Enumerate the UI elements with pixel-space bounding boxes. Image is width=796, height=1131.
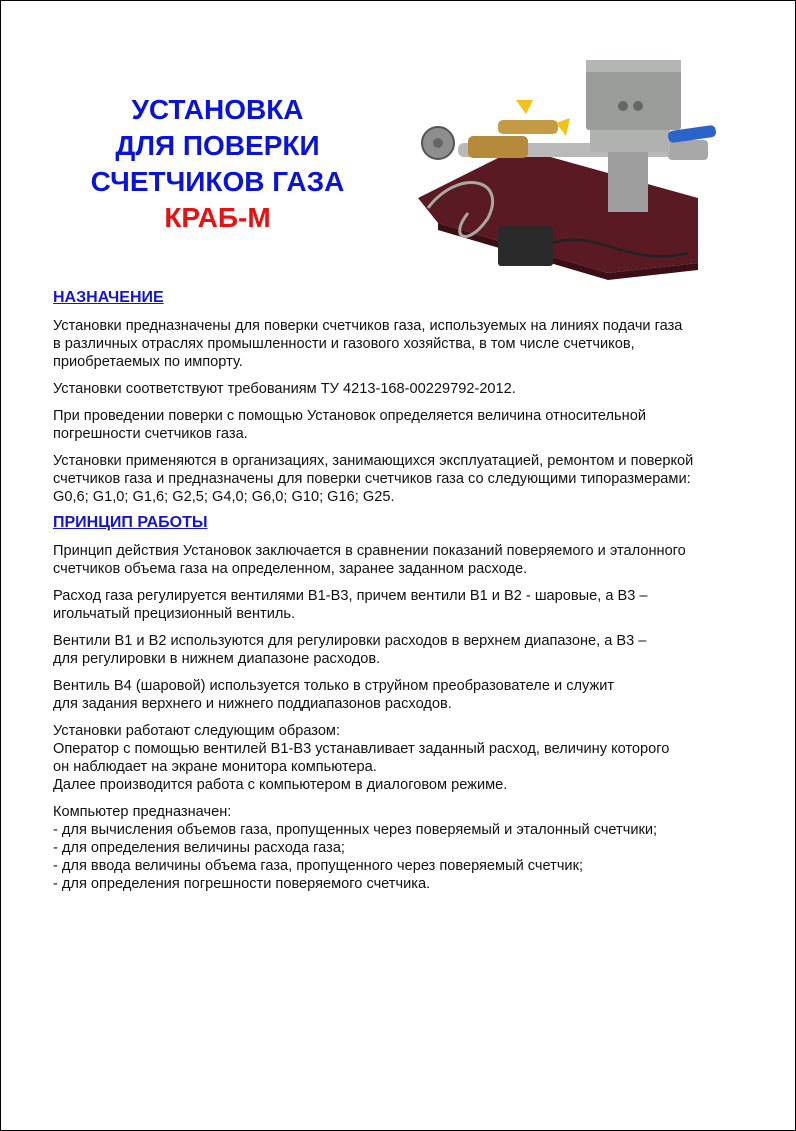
section-operating-principle — [53, 512, 753, 893]
model-name: КРАБ-М — [164, 202, 271, 233]
section-purpose — [53, 287, 753, 506]
paragraph: Принцип действия Установок заключается в сравнении показаний поверяемого и эталонного счетчиков объема газа на определенном, заранее заданном расходе. — [53, 543, 686, 577]
title-line: СЧЕТЧИКОВ ГАЗА — [90, 166, 345, 197]
paragraph: Компьютер предназначен: - для вычисления объемов газа, пропущенных через поверяемый и эталонный счетчики; - для определения величины расхода газа; - для ввода величины объема газа, пропущенного через поверяемый счетчик; - для определения погрешности поверяемого счетчика. — [53, 804, 658, 892]
section-heading: ПРИНЦИП РАБОТЫ — [53, 514, 208, 531]
base-plate — [418, 148, 698, 273]
paragraph: Установки предназначены для поверки счетчиков газа, используемых на линиях подачи газа в различных отраслях промышленности и газового хозяйства, в том числе счетчиков, приобретаемых по импорту. — [53, 318, 683, 370]
document-title — [60, 92, 375, 236]
paragraph: Вентили В1 и В2 используются для регулировки расходов в верхнем диапазоне, а В3 – для регулировки в нижнем диапазоне расходов. — [53, 633, 647, 667]
product-photo — [398, 48, 718, 283]
paragraph: Расход газа регулируется вентилями В1-В3, причем вентили В1 и В2 - шаровые, а В3 – игольчатый прецизионный вентиль. — [53, 588, 648, 622]
power-adapter — [498, 226, 553, 266]
title-line: ДЛЯ ПОВЕРКИ — [115, 130, 320, 161]
paragraph: Установки соответствуют требованиям ТУ 4213-168-00229792-2012. — [53, 381, 516, 397]
title-line: УСТАНОВКА — [131, 94, 304, 125]
paragraph: Установки применяются в организациях, занимающихся эксплуатацией, ремонтом и поверкой счетчиков газа и предназначены для поверки счетчиков газа со следующими типоразмерами: G0,6; G1,0; G1,6; G2,5; G4,0; G6,0; G10; G16; G25. — [53, 453, 694, 505]
document-body — [53, 287, 753, 902]
paragraph: Установки работают следующим образом: Оператор с помощью вентилей В1-В3 устанавливает заданный расход, величину которого он наблюдает на экране монитора компьютера. Далее производится работа с компьютером в диалоговом режиме. — [53, 723, 670, 793]
paragraph: При проведении поверки с помощью Установок определяется величина относительной погрешности счетчиков газа. — [53, 408, 646, 442]
paragraph: Вентиль В4 (шаровой) используется только в струйном преобразователе и служит для задания верхнего и нижнего поддиапазонов расходов. — [53, 678, 615, 712]
yellow-valve-handle — [516, 100, 533, 114]
section-heading: НАЗНАЧЕНИЕ — [53, 289, 164, 306]
